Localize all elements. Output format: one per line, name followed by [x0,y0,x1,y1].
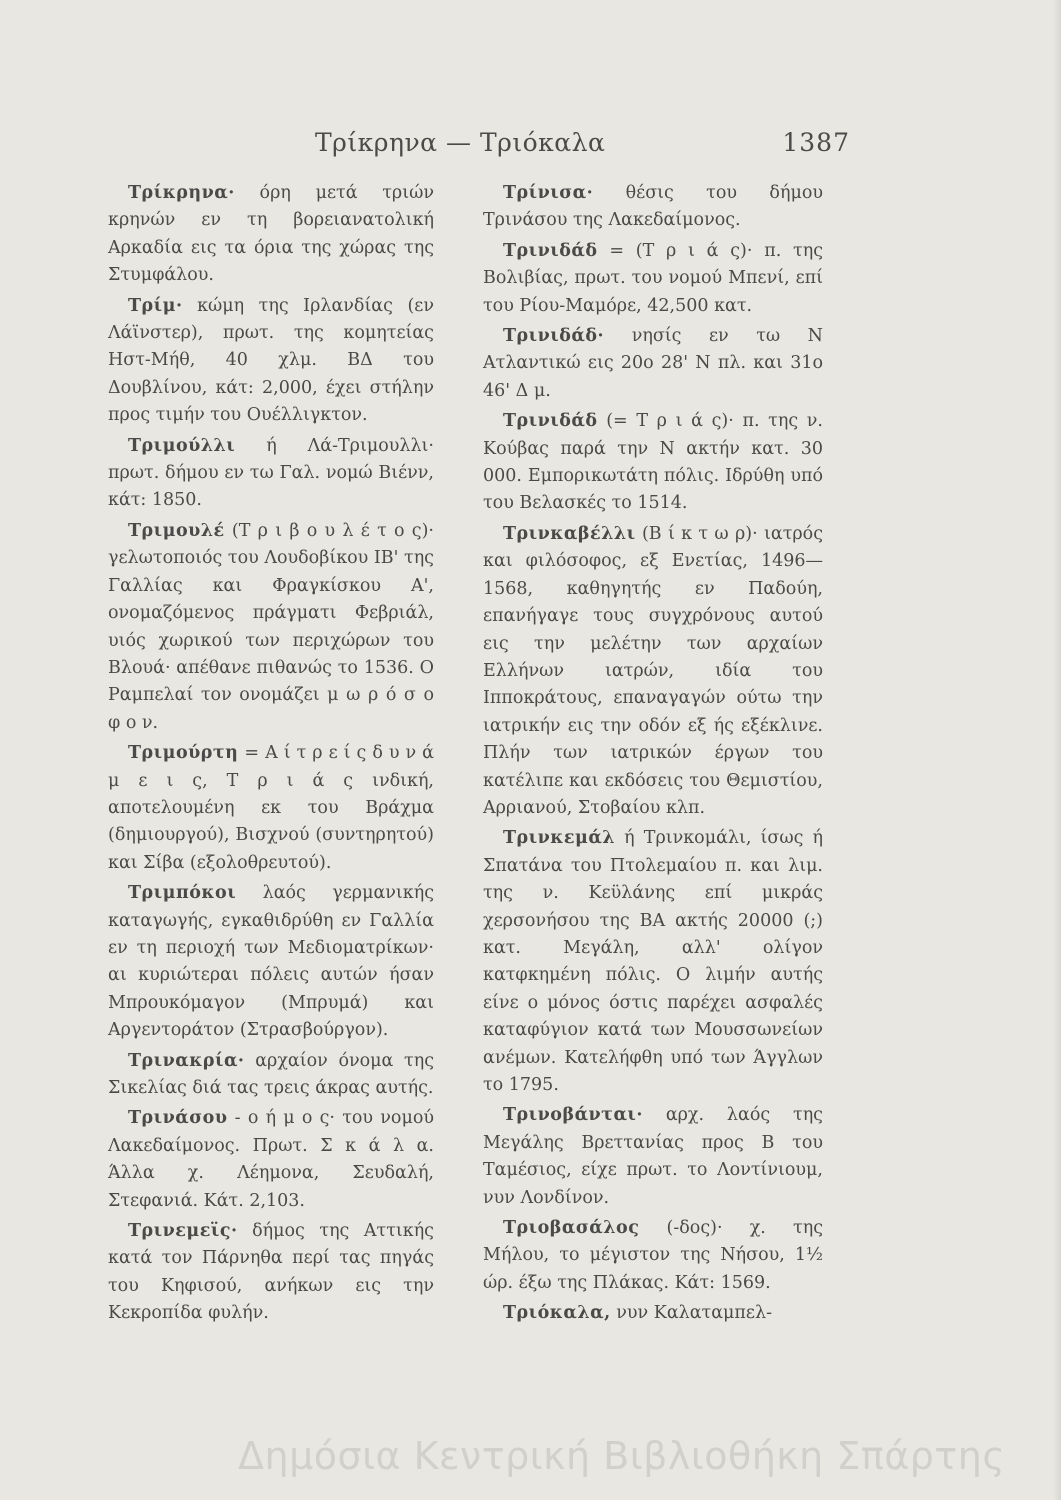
entry-text: θέσις του δήμου Τρινάσου της Λακεδαίμονος. [483,183,823,231]
entry-headword: Τριμούρτη [128,743,239,764]
entry-headword: Τριμούλλι [128,435,236,456]
dictionary-entry [483,238,823,320]
entry-text: (-δος)· χ. της Μήλου, το μέγιστον της Νήσου, 1½ ώρ. έξω της Πλάκας. Κάτ: 1569. [483,1218,823,1293]
entry-text: ή Τρινκομάλι, ίσως ή Σπατάνα του Πτολεμαίου π. και λιμ. της ν. Κεϋλάνης επί μικράς χερσονήσου της ΒΑ ακτής 20000 (;) κατ. Μεγάλη, αλλ' ολίγον κατφκημένη πόλις. Ο λιμήν αυτής είνε ο μόνος όστις παρέχει ασφαλές καταφύγιον κατά των Μουσσωνείων ανέμων. Κατελήφθη υπό των Άγγλων το 1795. [483,828,823,1095]
entry-headword: Τρινιδάδ [503,240,598,261]
running-title: Τρίκρηνα — Τριόκαλα [315,128,606,157]
dictionary-entry [483,1102,823,1212]
entry-text: λαός γερμανικής καταγωγής, εγκαθιδρύθη εν Γαλλία εν τη περιοχή των Μεδιοματρίκων· αι κυριώτεραι πόλεις αυτών ήσαν Μπρουκόμαγον (Μπρυμά) και Αργεντοράτον (Στρασβούργον). [108,883,434,1041]
entry-headword: Τριμπόκοι [128,883,237,904]
dictionary-entry [483,1215,823,1297]
page-number: 1387 [782,128,850,157]
library-watermark: Δημόσια Κεντρική Βιβλιοθήκη Σπάρτης [238,1434,1006,1478]
left-column [108,180,434,1331]
entry-text: (= Τ ρ ι ά ς)· π. της ν. Κούβας παρά την Ν ακτήν κατ. 30 000. Εμπορικωτάτη πόλις. Ιδρύθη υπό του Βελασκές το 1514. [483,411,823,514]
entry-text: - ο ή μ ο ς· του νομού Λακεδαίμονος. Πρωτ. Σ κ ά λ α. Άλλα χ. Λέημονα, Σευδαλή, Στεφανιά. Κάτ. 2,103. [108,1108,434,1211]
entry-text: αρχαίον όνομα της Σικελίας διά τας τρεις άκρας αυτής. [108,1050,434,1098]
entry-headword: Τρινιδάδ· [503,326,605,347]
entry-headword: Τρίκρηνα· [128,183,235,203]
dictionary-entry [108,518,434,737]
entry-headword: Τρινιδάδ [503,411,598,432]
dictionary-entry [108,880,434,1044]
scan-edge-shadow [1053,0,1061,1500]
entry-headword: Τρινεμεϊς· [128,1221,238,1242]
entry-headword: Τριμουλέ [128,520,225,541]
entry-text: αρχ. λαός της Μεγάλης Βρεττανίας προς Β του Ταμέσιος, είχε πρωτ. το Λοντίνιουμ, νυν Λονδίνον. [483,1105,823,1208]
page-header [100,128,850,168]
dictionary-entry [483,521,823,822]
right-column [483,180,823,1331]
entry-headword: Τρινάσου [128,1108,228,1129]
entry-headword: Τρινκεμάλ [503,828,616,849]
entry-text: (Β ί κ τ ω ρ)· ιατρός και φιλόσοφος, εξ Ενετίας, 1496—1568, καθηγητής εν Παδούη, επανήγαγε τους συγχρόνους αυτού εις την μελέτην των αρχαίων Ελλήνων ιατρών, ιδία του Ιπποκράτους, επαναγαγών ούτω την ιατρικήν εις την οδόν εξ ής εξέκλινε. Πλήν των ιατρικών έργων του κατέλιπε και εκδόσεις του Θεμιστίου, Αρριανού, Στοβαίου κλπ. [483,523,823,818]
dictionary-entry [108,740,434,877]
entry-text: όρη μετά τριών κρηνών εν τη βορειανατολική Αρκαδία εις τα όρια της χώρας της Στυμφάλου. [108,183,434,286]
entry-headword: Τριοβασάλος [503,1218,640,1239]
entry-headword: Τρίμ· [128,295,183,316]
entry-headword: Τρινκαβέλλι [503,523,636,544]
entry-headword: Τρινοβάνται· [503,1105,643,1126]
dictionary-entry [483,825,823,1099]
dictionary-entry [483,323,823,405]
entry-headword: Τρίνισα· [503,183,594,203]
entry-text: δήμος της Αττικής κατά τον Πάρνηθα περί τας πηγάς του Κηφισού, ανήκων εις την Κεκροπίδα φυλήν. [108,1221,434,1324]
dictionary-entry [108,1048,434,1103]
dictionary-entry [108,433,434,515]
entry-text: = Α ί τ ρ ε ί ς δ υ ν ά μ ε ι ς, Τ ρ ι ά ς ινδική, αποτελουμένη εκ του Βράχμα (δημιουργού), Βισχνού (συντηρητού) και Σίβα (εξολοθρευτού). [108,743,434,873]
entry-text: (Τ ρ ι β ο υ λ έ τ ο ς)· γελωτοποιός του Λουδοβίκου ΙΒ' της Γαλλίας και Φραγκίσκου Α', ονομαζόμενος πράγματι Φεβριάλ, υιός χωρικού των περιχώρων του Βλουά· απέθανε πιθανώς το 1536. Ο Ραμπελαί τον ονομάζει μ ω ρ ό σ ο φ ο ν. [108,520,434,733]
entry-headword: Τρινακρία· [128,1050,245,1071]
entry-text: νησίς εν τω Ν Ατλαντικώ εις 20ο 28' Ν πλ. και 31ο 46' Δ μ. [483,326,823,401]
dictionary-entry [108,180,434,290]
dictionary-entry [483,180,823,235]
dictionary-entry [108,1105,434,1215]
entry-headword: Τριόκαλα, [503,1303,611,1324]
entry-text: νυν Καλαταμπελ- [610,1303,773,1324]
entry-text: κώμη της Ιρλανδίας (εν Λάϊνστερ), πρωτ. της κομητείας Ηστ-Μήθ, 40 χλμ. ΒΔ του Δουβλίνου, κάτ: 2,000, έχει στήλην προς τιμήν του Ουέλλιγκτον. [108,295,434,426]
entry-text: = (Τ ρ ι ά ς)· π. της Βολιβίας, πρωτ. του νομού Μπενί, επί του Ρίου-Μαμόρε, 42,500 κατ. [483,240,823,316]
dictionary-entry [483,1300,823,1327]
entry-text: ή Λά-Τριμουλλι· πρωτ. δήμου εν τω Γαλ. νομώ Βιένν, κάτ: 1850. [108,435,434,511]
dictionary-entry [483,408,823,518]
dictionary-entry [108,1218,434,1328]
dictionary-entry [108,293,434,430]
